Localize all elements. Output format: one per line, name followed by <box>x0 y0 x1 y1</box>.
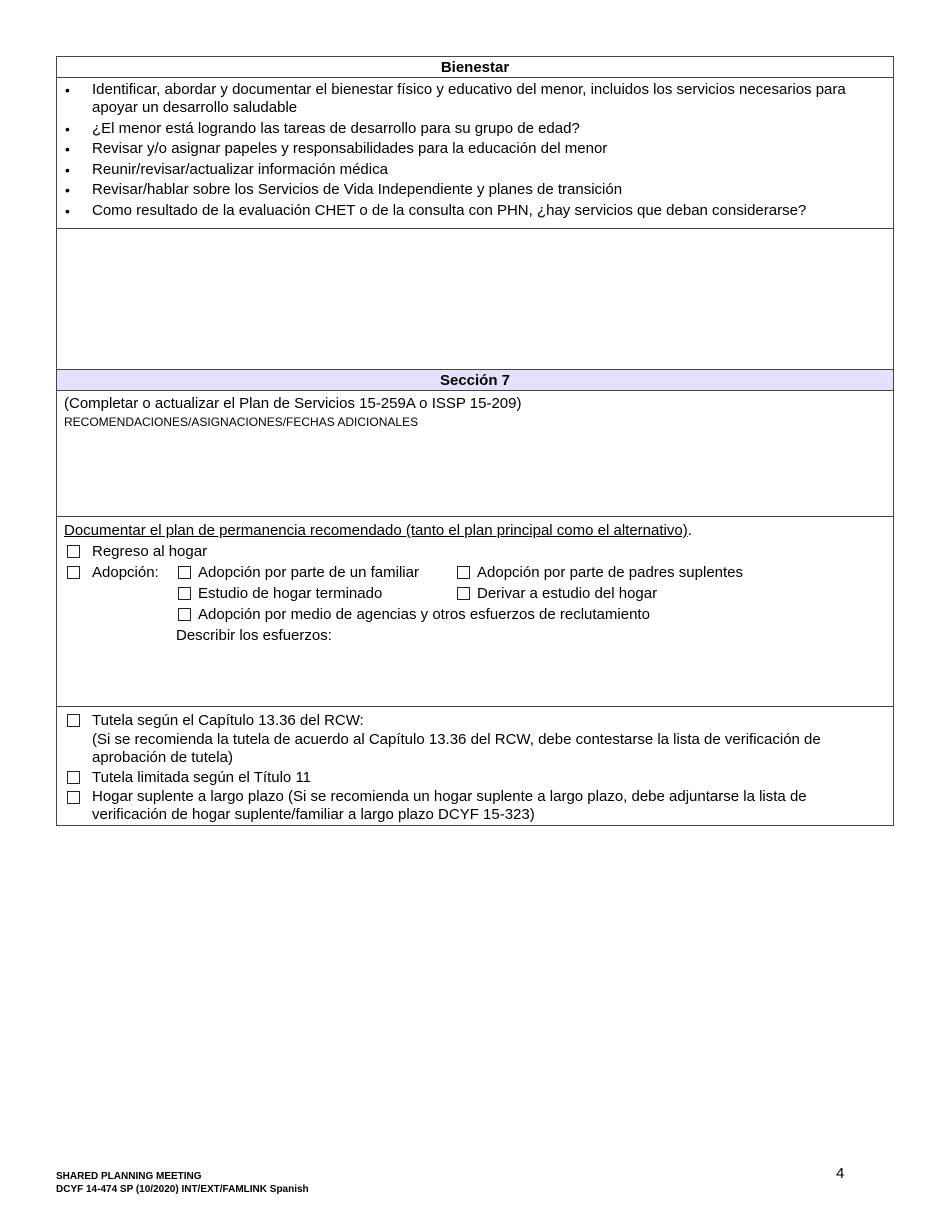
regreso-checkbox[interactable] <box>67 545 80 558</box>
describir-label: Describir los esfuerzos: <box>176 627 332 644</box>
seccion7-intro: (Completar o actualizar el Plan de Servicios 15-259A o ISSP 15-209) <box>64 395 522 412</box>
bienestar-bullets-cell <box>57 78 893 229</box>
derivar-checkbox[interactable] <box>457 587 470 600</box>
seccion7-sublabel: RECOMENDACIONES/ASIGNACIONES/FECHAS ADICIONALES <box>64 415 419 429</box>
list-item: • Reunir/revisar/actualizar información médica <box>57 161 885 179</box>
list-item: • Revisar/hablar sobre los Servicios de Vida Independiente y planes de transición <box>57 181 885 199</box>
list-item: • ¿El menor está logrando las tareas de desarrollo para su grupo de edad? <box>57 120 885 138</box>
permanencia-heading: Documentar el plan de permanencia recomendado (tanto el plan principal como el alternativo) <box>64 522 688 539</box>
adopcion-label: Adopción: <box>92 564 159 581</box>
adopcion-checkbox[interactable] <box>67 566 80 579</box>
agencias-label: Adopción por medio de agencias y otros esfuerzos de reclutamiento <box>198 606 650 623</box>
footer-line1: SHARED PLANNING MEETING <box>56 1171 202 1182</box>
tutela-rcw-checkbox[interactable] <box>67 714 80 727</box>
page-number: 4 <box>836 1165 845 1182</box>
list-item: • Revisar y/o asignar papeles y responsabilidades para la educación del menor <box>57 140 885 158</box>
tutela-rcw-label: Tutela según el Capítulo 13.36 del RCW: <box>92 712 364 729</box>
suplentes-checkbox[interactable] <box>457 566 470 579</box>
suplente-checkbox[interactable] <box>67 791 80 804</box>
estudio-label: Estudio de hogar terminado <box>198 585 383 602</box>
form-table <box>56 56 894 826</box>
bienestar-bullet-list <box>57 78 893 220</box>
familiar-label: Adopción por parte de un familiar <box>198 564 419 581</box>
agencias-checkbox[interactable] <box>178 608 191 621</box>
estudio-row <box>57 583 893 604</box>
list-item: • Identificar, abordar y documentar el bienestar físico y educativo del menor, incluidos los servicios necesarios para apoyar un desarrollo saludable <box>57 81 885 117</box>
permanencia-heading-row <box>57 520 893 541</box>
seccion7-recommendations-cell[interactable] <box>57 391 893 517</box>
regreso-row <box>57 541 893 562</box>
adopcion-row <box>57 562 893 583</box>
tutela-cell <box>57 707 893 825</box>
permanencia-heading-period: . <box>687 522 692 539</box>
describir-row <box>57 625 893 646</box>
permanencia-cell <box>57 517 893 707</box>
regreso-label: Regreso al hogar <box>92 543 208 560</box>
suplente-label: Hogar suplente a largo plazo (Si se recomienda un hogar suplente a largo plazo, debe adjuntarse la lista de verificación de hogar suplente/familiar a largo plazo DCYF 15-323) <box>92 788 807 823</box>
suplentes-label: Adopción por parte de padres suplentes <box>477 564 744 581</box>
tutela-limitada-checkbox[interactable] <box>67 771 80 784</box>
bienestar-header: Bienestar <box>57 57 893 78</box>
familiar-checkbox[interactable] <box>178 566 191 579</box>
agencias-row <box>57 604 893 625</box>
footer-line2: DCYF 14-474 SP (10/2020) INT/EXT/FAMLINK Spanish <box>56 1184 309 1195</box>
tutela-rcw-note: (Si se recomienda la tutela de acuerdo al Capítulo 13.36 del RCW, debe contestarse la lista de verificación de aprobación de tutela) <box>92 731 821 766</box>
footer-form-id <box>56 1170 309 1196</box>
tutela-limitada-label: Tutela limitada según el Título 11 <box>92 769 312 786</box>
derivar-label: Derivar a estudio del hogar <box>477 585 658 602</box>
list-item: • Como resultado de la evaluación CHET o de la consulta con PHN, ¿hay servicios que deban considerarse? <box>57 202 885 220</box>
suplente-row <box>57 788 893 824</box>
bienestar-notes-field[interactable] <box>57 229 893 370</box>
tutela-rcw-row <box>57 710 893 731</box>
estudio-checkbox[interactable] <box>178 587 191 600</box>
seccion7-header: Sección 7 <box>57 370 893 391</box>
tutela-limitada-row <box>57 767 893 788</box>
